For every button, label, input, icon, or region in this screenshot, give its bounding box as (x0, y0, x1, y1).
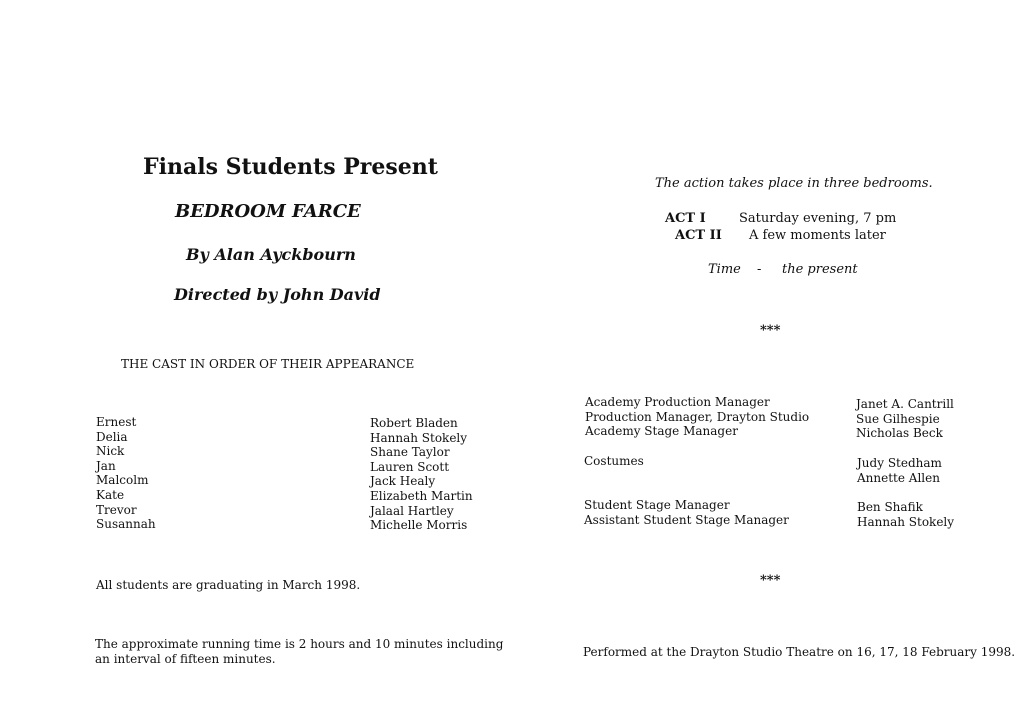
act-2-description: A few moments later (749, 228, 886, 243)
crew-name: Annette Allen (857, 470, 940, 485)
cast-role: Nick (96, 444, 125, 459)
cast-roles-column (96, 415, 156, 532)
cast-actor: Robert Bladen (370, 416, 458, 430)
crew-name: Nicholas Beck (856, 426, 943, 441)
separator-stars: *** (760, 323, 781, 338)
crew-name: Ben Shafik (857, 500, 923, 514)
act-2-label: ACT II (675, 228, 722, 243)
cast-role: Jan (96, 458, 116, 473)
cast-role: Trevor (96, 502, 137, 517)
crew-roles-group-2 (584, 454, 644, 469)
author-line: By Alan Ayckbourn (186, 245, 356, 264)
time-label: Time (708, 262, 741, 277)
crew-role: Costumes (584, 454, 644, 468)
cast-role: Kate (96, 487, 125, 502)
time-value: the present (782, 262, 858, 277)
act-1-label: ACT I (665, 211, 706, 226)
setting-line: The action takes place in three bedrooms. (655, 176, 933, 191)
running-time-line-1: The approximate running time is 2 hours and 10 minutes including (95, 637, 504, 651)
crew-names-group-2 (857, 456, 942, 485)
cast-actor: Elizabeth Martin (370, 488, 473, 503)
act-1-description: Saturday evening, 7 pm (739, 211, 897, 226)
graduation-note: All students are graduating in March 1998. (96, 578, 361, 592)
cast-actor: Jalaal Hartley (370, 503, 454, 518)
time-dash: - (757, 262, 762, 277)
cast-role: Malcolm (96, 473, 149, 488)
cast-role: Ernest (96, 415, 137, 429)
crew-role: Production Manager, Drayton Studio (585, 409, 810, 424)
crew-names-group-3 (857, 500, 954, 529)
crew-role: Student Stage Manager (584, 498, 730, 512)
cast-actor: Hannah Stokely (370, 430, 468, 445)
cast-role: Susannah (96, 517, 156, 532)
director-line: Directed by John David (174, 285, 381, 304)
crew-role: Academy Production Manager (585, 395, 770, 409)
running-time-line-2: an interval of fifteen minutes. (95, 652, 276, 666)
crew-roles-group-3 (584, 498, 789, 527)
cast-actor: Michelle Morris (370, 518, 468, 533)
performance-note: Performed at the Drayton Studio Theatre on 16, 17, 18 February 1998. (583, 645, 1016, 659)
crew-role: Assistant Student Stage Manager (584, 512, 789, 527)
crew-names-group-1 (856, 397, 954, 441)
crew-name: Sue Gilhespie (856, 411, 940, 426)
cast-actors-column (370, 416, 473, 533)
crew-name: Hannah Stokely (857, 514, 955, 529)
presenter-heading: Finals Students Present (143, 154, 438, 180)
crew-role: Academy Stage Manager (585, 424, 738, 439)
cast-actor: Lauren Scott (370, 459, 450, 474)
play-title: BEDROOM FARCE (175, 201, 361, 222)
cast-role: Delia (96, 429, 128, 444)
crew-name: Judy Stedham (857, 456, 942, 470)
cast-heading: THE CAST IN ORDER OF THEIR APPEARANCE (121, 357, 415, 371)
cast-actor: Shane Taylor (370, 445, 450, 460)
separator-stars-2: *** (760, 573, 781, 588)
crew-roles-group-1 (585, 395, 809, 439)
cast-actor: Jack Healy (370, 474, 436, 489)
crew-name: Janet A. Cantrill (856, 397, 954, 411)
